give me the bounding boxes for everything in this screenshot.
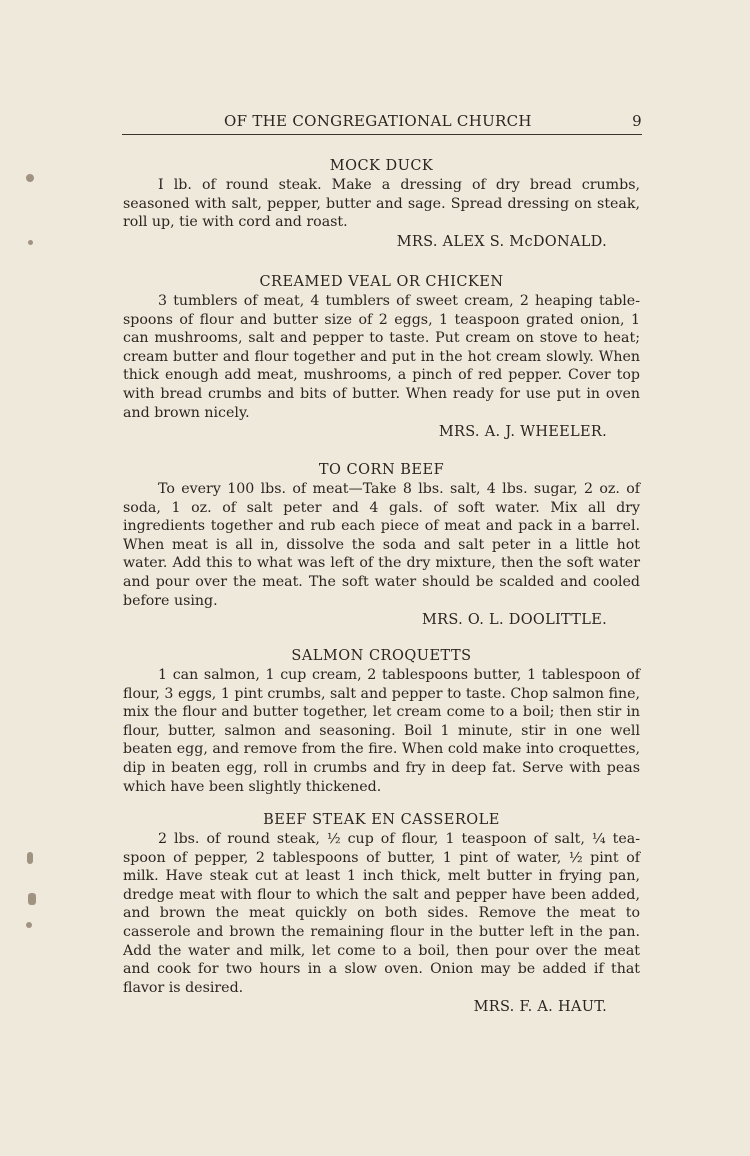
- binding-hole-mark: [26, 922, 32, 928]
- page-number: 9: [632, 112, 642, 130]
- binding-hole-mark: [27, 852, 33, 864]
- recipe-text: To every 100 lbs. of meat—Take 8 lbs. salt, 4 lbs. sugar, 2 oz. of soda, 1 oz. of salt peter and 4 gals. of soft water. Mix all dry ingredients together and rub each piece of meat and pack in a barrel. When meat is all in, dissolve the soda and salt peter in a little hot water. Add this to what was left of the dry mixture, then the soft water and pour over the meat. The soft water should be scalded and cooled before using.: [123, 481, 640, 609]
- recipe-text: 3 tumblers of meat, 4 tumblers of sweet cream, 2 heaping table-spoons of flour and butter size of 2 eggs, 1 teaspoon grated onion, 1 can mushrooms, salt and pepper to taste. Put cream on stove to heat; cream butter and flour together and put in the hot cream slowly. When thick enough add meat, mushrooms, a pinch of red pepper. Cover top with bread crumbs and bits of butter. When ready for use put in oven and brown nicely.: [123, 293, 640, 421]
- recipe-corn-beef: [123, 460, 640, 630]
- binding-hole-mark: [28, 240, 33, 245]
- recipe-text: I lb. of round steak. Make a dressing of dry bread crumbs, seasoned with salt, pepper, butter and sage. Spread dressing on steak, roll up, tie with cord and roast.: [123, 177, 640, 231]
- header-rule: [122, 134, 642, 135]
- recipe-salmon-croquetts: [123, 646, 640, 796]
- recipe-title: MOCK DUCK: [329, 158, 434, 174]
- binding-hole-mark: [26, 174, 34, 182]
- recipe-author: MRS. ALEX S. McDONALD.: [396, 233, 607, 250]
- header-title: OF THE CONGREGATIONAL CHURCH: [224, 112, 532, 130]
- recipe-text: 1 can salmon, 1 cup cream, 2 tablespoons butter, 1 tablespoon of flour, 3 eggs, 1 pint crumbs, salt and pepper to taste. Chop salmon fine, mix the flour and butter together, let cream come to a boil; then stir in flour, butter, salmon and seasoning. Boil 1 minute, stir in one well beaten egg, and remove from the fire. When cold make into croquettes, dip in beaten egg, roll in crumbs and fry in deep fat. Serve with peas which have been slightly thickened.: [123, 667, 640, 795]
- recipe-title: BEEF STEAK EN CASSEROLE: [263, 812, 500, 828]
- recipe-author: MRS. O. L. DOOLITTLE.: [422, 612, 607, 629]
- recipe-text: 2 lbs. of round steak, ½ cup of flour, 1 teaspoon of salt, ¼ tea-spoon of pepper, 2 tablespoons of butter, 1 pint of water, ½ pint of milk. Have steak cut at least 1 inch thick, melt butter in frying pan, dredge meat with flour to which the salt and pepper have been added, and brown the meat quickly on both sides. Remove the meat to casserole and brown the remaining flour in the butter left in the pan. Add the water and milk, let come to a boil, then pour over the meat and cook for two hours in a slow oven. Onion may be added if that flavor is desired.: [123, 831, 640, 996]
- recipe-title: CREAMED VEAL OR CHICKEN: [259, 274, 504, 290]
- recipe-beef-steak-casserole: [123, 810, 640, 1017]
- recipe-author: MRS. A. J. WHEELER.: [438, 424, 607, 441]
- recipe-author: MRS. F. A. HAUT.: [473, 999, 607, 1016]
- recipe-mock-duck: [123, 156, 640, 252]
- recipe-creamed-veal: [123, 272, 640, 442]
- recipe-title: TO CORN BEEF: [318, 462, 445, 478]
- recipe-title: SALMON CROQUETTS: [291, 648, 472, 664]
- binding-hole-mark: [28, 893, 36, 905]
